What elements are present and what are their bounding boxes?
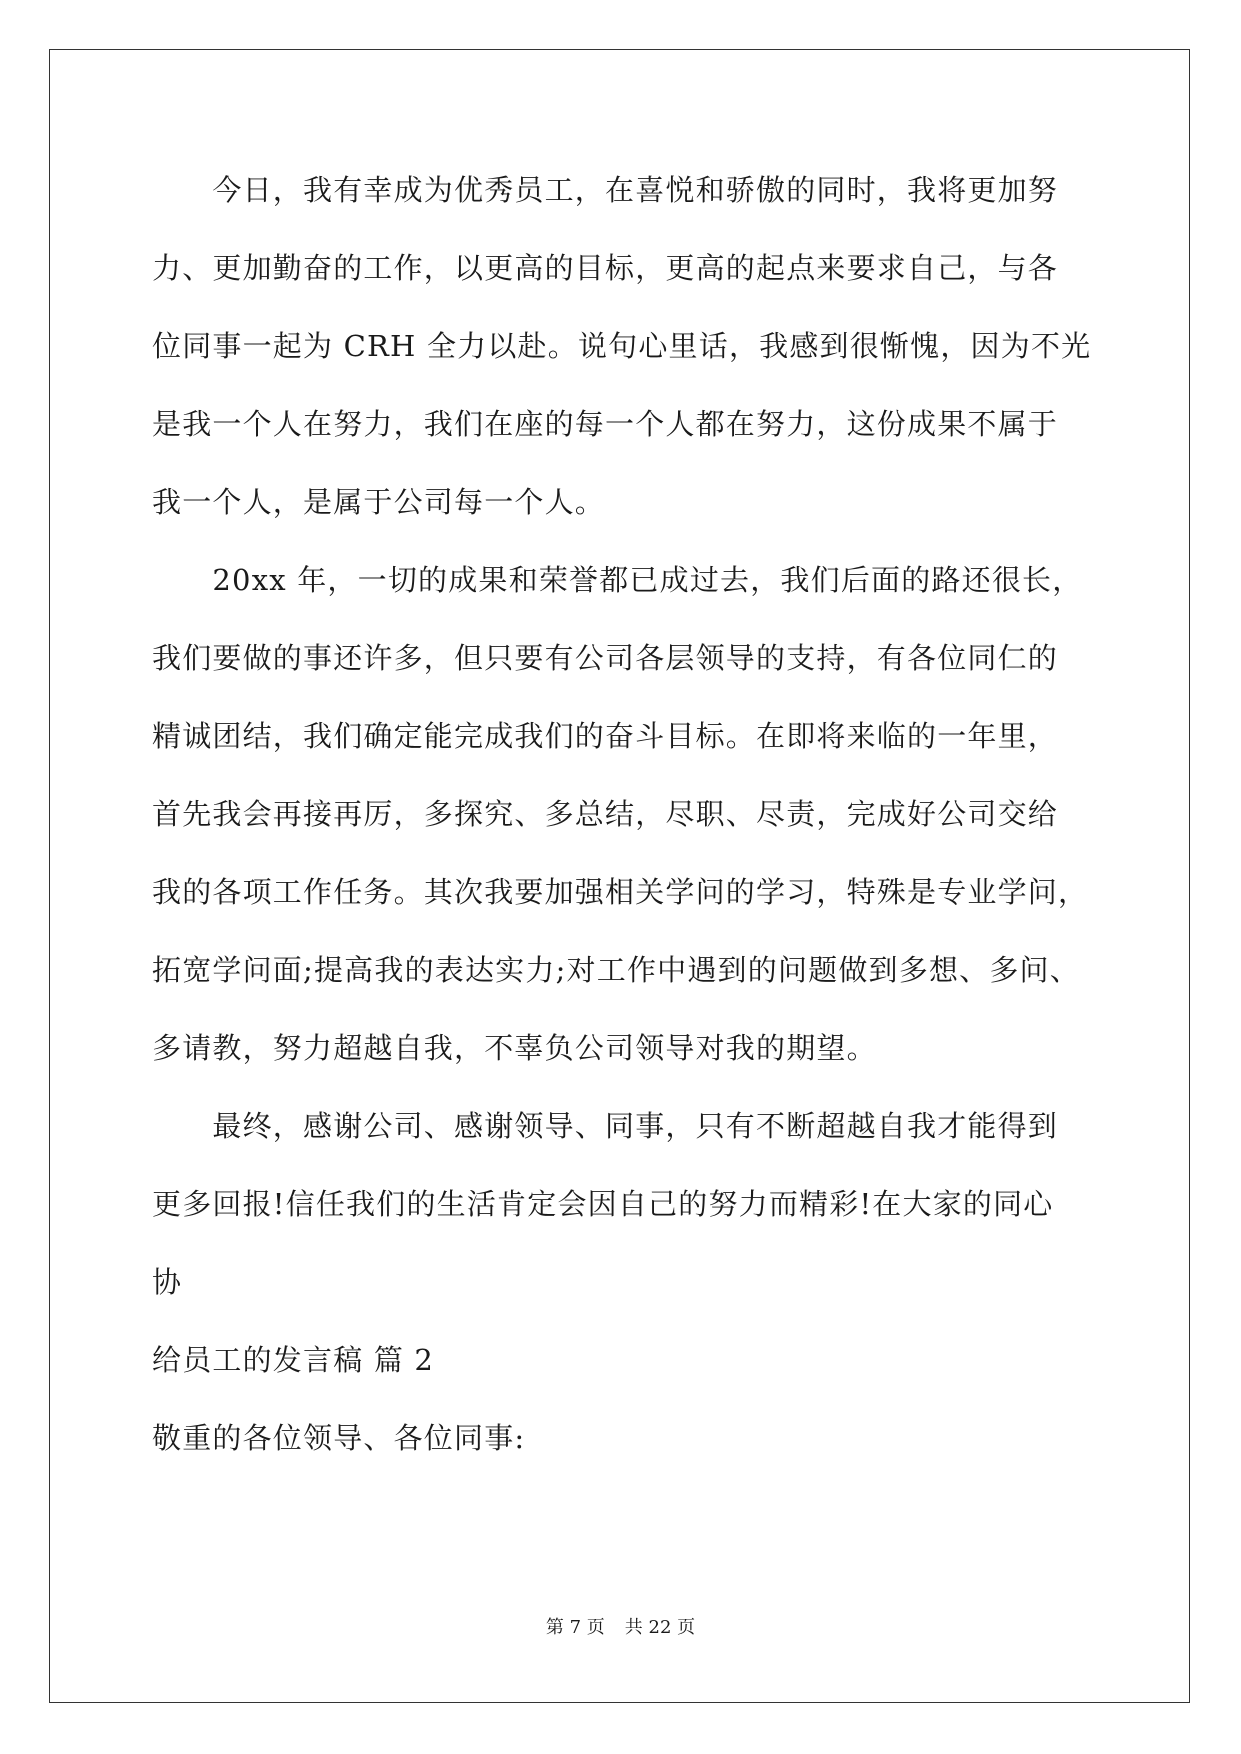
salutation: 敬重的各位领导、各位同事: xyxy=(152,1421,526,1455)
text-line: 更多回报!信任我们的生活肯定会因自己的努力而精彩!在大家的同心 xyxy=(152,1187,1054,1221)
text-line: 是我一个人在努力，我们在座的每一个人都在努力，这份成果不属于 xyxy=(152,407,1059,441)
page-number: 第 7 页 xyxy=(545,1617,605,1638)
text-line: 协 xyxy=(152,1265,183,1299)
text-line: 力、更加勤奋的工作，以更高的目标，更高的起点来要求自己，与各 xyxy=(152,251,1059,285)
text-line: 多请教，努力超越自我，不辜负公司领导对我的期望。 xyxy=(152,1031,877,1065)
text-line: 精诚团结，我们确定能完成我们的奋斗目标。在即将来临的一年里， xyxy=(152,719,1059,753)
text-line: 位同事一起为 CRH 全力以赴。说句心里话，我感到很惭愧，因为不光 xyxy=(152,329,1092,363)
page-total: 共 22 页 xyxy=(624,1617,696,1638)
text-line: 拓宽学问面;提高我的表达实力;对工作中遇到的问题做到多想、多问、 xyxy=(152,953,1080,987)
text-line: 首先我会再接再厉，多探究、多总结，尽职、尽责，完成好公司交给 xyxy=(152,797,1059,831)
section-heading: 给员工的发言稿 篇 2 xyxy=(152,1343,435,1377)
text-line: 20xx 年，一切的成果和荣誉都已成过去，我们后面的路还很长， xyxy=(152,563,1083,597)
text-line: 我的各项工作任务。其次我要加强相关学问的学习，特殊是专业学问， xyxy=(152,875,1089,909)
text-line: 今日，我有幸成为优秀员工，在喜悦和骄傲的同时，我将更加努 xyxy=(152,173,1059,207)
text-line: 最终，感谢公司、感谢领导、同事，只有不断超越自我才能得到 xyxy=(152,1109,1059,1143)
text-line: 我们要做的事还许多，但只要有公司各层领导的支持，有各位同仁的 xyxy=(152,641,1059,675)
text-line: 我一个人，是属于公司每一个人。 xyxy=(152,485,606,519)
page-footer xyxy=(0,1616,1241,1640)
